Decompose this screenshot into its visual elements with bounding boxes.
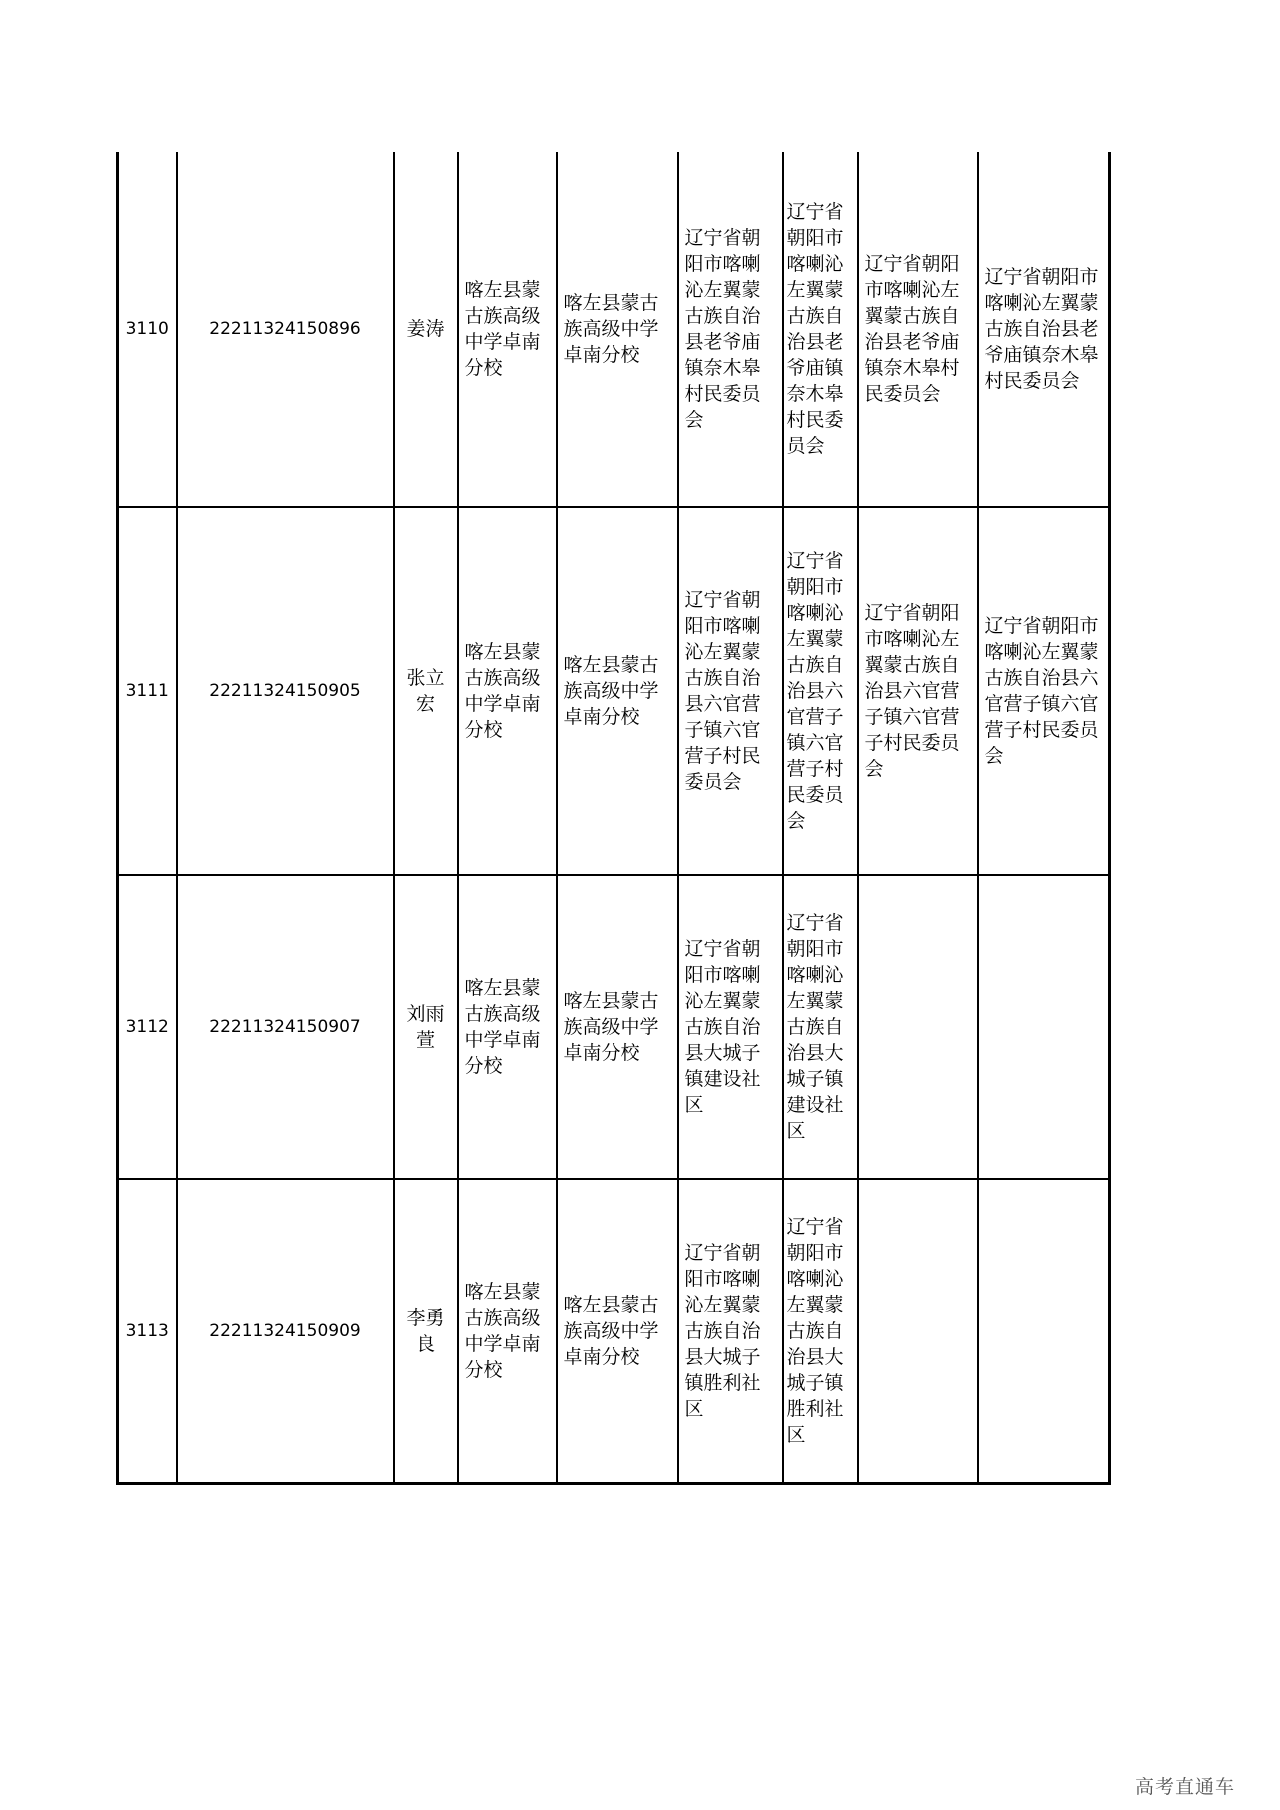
student-name-cell: 姜涛 [394, 152, 458, 507]
address-cell-4 [978, 875, 1110, 1179]
address-cell-3 [858, 875, 978, 1179]
table-row [118, 507, 1110, 875]
school-cell: 喀左县蒙古族高级中学卓南分校 [458, 152, 557, 507]
address-cell-2: 辽宁省朝阳市喀喇沁左翼蒙古族自治县六官营子镇六官营子村民委员会 [783, 507, 858, 875]
address-cell-1: 辽宁省朝阳市喀喇沁左翼蒙古族自治县大城子镇胜利社区 [678, 1179, 783, 1483]
address-cell-3: 辽宁省朝阳市喀喇沁左翼蒙古族自治县六官营子镇六官营子村民委员会 [858, 507, 978, 875]
address-cell-2: 辽宁省朝阳市喀喇沁左翼蒙古族自治县老爷庙镇奈木皋村民委员会 [783, 152, 858, 507]
address-cell-3: 辽宁省朝阳市喀喇沁左翼蒙古族自治县老爷庙镇奈木皋村民委员会 [858, 152, 978, 507]
address-cell-4 [978, 1179, 1110, 1483]
table-row [118, 152, 1110, 507]
address-cell-4: 辽宁省朝阳市喀喇沁左翼蒙古族自治县六官营子镇六官营子村民委员会 [978, 507, 1110, 875]
serial-number-cell: 3110 [118, 152, 177, 507]
candidate-id-cell: 22211324150905 [177, 507, 394, 875]
address-cell-3 [858, 1179, 978, 1483]
address-cell-1: 辽宁省朝阳市喀喇沁左翼蒙古族自治县大城子镇建设社区 [678, 875, 783, 1179]
candidate-id-cell: 22211324150909 [177, 1179, 394, 1483]
address-cell-1: 辽宁省朝阳市喀喇沁左翼蒙古族自治县六官营子镇六官营子村民委员会 [678, 507, 783, 875]
table-row [118, 875, 1110, 1179]
address-cell-2: 辽宁省朝阳市喀喇沁左翼蒙古族自治县大城子镇胜利社区 [783, 1179, 858, 1483]
school-cell-2: 喀左县蒙古族高级中学卓南分校 [557, 152, 678, 507]
student-record-table [116, 152, 1111, 1485]
serial-number-cell: 3111 [118, 507, 177, 875]
table-row [118, 1179, 1110, 1483]
student-name-cell: 张立宏 [394, 507, 458, 875]
candidate-id-cell: 22211324150896 [177, 152, 394, 507]
school-cell: 喀左县蒙古族高级中学卓南分校 [458, 875, 557, 1179]
address-cell-4: 辽宁省朝阳市喀喇沁左翼蒙古族自治县老爷庙镇奈木皋村民委员会 [978, 152, 1110, 507]
student-name-cell: 李勇良 [394, 1179, 458, 1483]
address-cell-1: 辽宁省朝阳市喀喇沁左翼蒙古族自治县老爷庙镇奈木皋村民委员会 [678, 152, 783, 507]
serial-number-cell: 3113 [118, 1179, 177, 1483]
school-cell-2: 喀左县蒙古族高级中学卓南分校 [557, 507, 678, 875]
watermark-text: 高考直通车 [1135, 1776, 1236, 1798]
serial-number-cell: 3112 [118, 875, 177, 1179]
school-cell: 喀左县蒙古族高级中学卓南分校 [458, 507, 557, 875]
school-cell-2: 喀左县蒙古族高级中学卓南分校 [557, 1179, 678, 1483]
address-cell-2: 辽宁省朝阳市喀喇沁左翼蒙古族自治县大城子镇建设社区 [783, 875, 858, 1179]
school-cell: 喀左县蒙古族高级中学卓南分校 [458, 1179, 557, 1483]
student-name-cell: 刘雨萱 [394, 875, 458, 1179]
school-cell-2: 喀左县蒙古族高级中学卓南分校 [557, 875, 678, 1179]
candidate-id-cell: 22211324150907 [177, 875, 394, 1179]
